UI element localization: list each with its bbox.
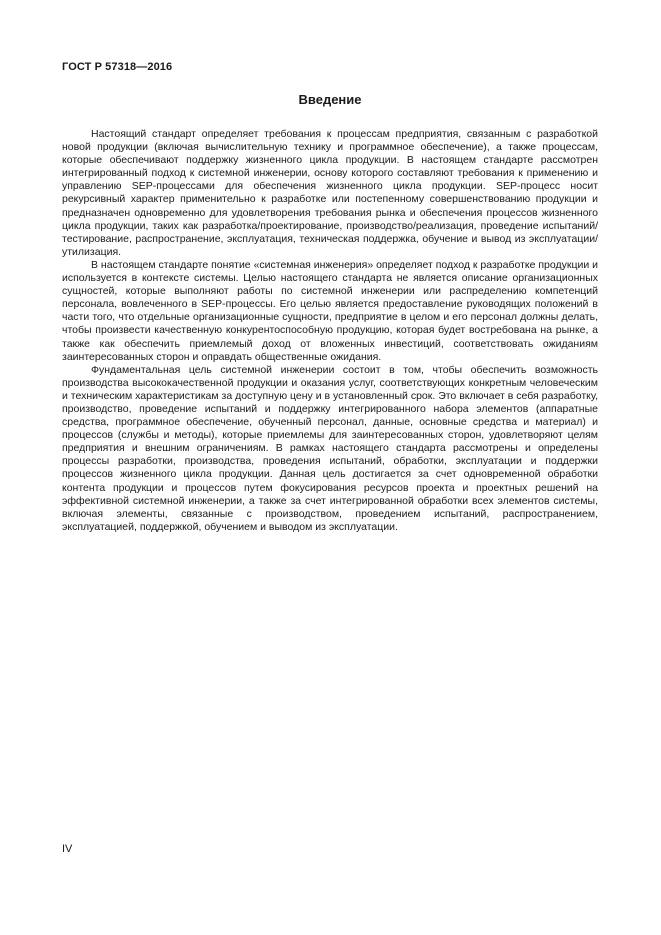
paragraph: Фундаментальная цель системной инженерии состоит в том, чтобы обеспечить возможность производства высококачественной продукции и оказания услуг, соответствующих конкретным человеческим и техническим характеристикам за доступную цену и в установленный срок. Это включает в себя разработку, производство, проведение испытаний и поддержку интегрированного набора элементов (аппаратные средства, программное обеспечение, обученный персонал, данные, основные средства и материал) и процессов (службы и методы), которые приемлемы для заинтересованных сторон, удовлетворяют целям предприятия и внешним ограничениям. В рамках настоящего стандарта рассмотрены и определены процессы разработки, производства, проведения испытаний, обработки, эксплуатации и поддержки процессов жизненного цикла продукции. Данная цель достигается за счет одновременной обработки контента продукции и процессов путем фокусирования ресурсов проекта и проектных решений на эффективной системной инженерии, а также за счет интегрированной обработки всех элементов системы, включая элементы, связанные с производством, проведением испытаний, распространением, эксплуатацией, поддержкой, обучением и выводом из эксплуатации. (62, 363, 598, 533)
document-code: ГОСТ Р 57318—2016 (62, 61, 173, 73)
page-number: IV (62, 843, 73, 855)
section-body (62, 128, 598, 534)
paragraph: Настоящий стандарт определяет требования к процессам предприятия, связанным с разработкой новой продукции (включая вычислительную технику и программное обеспечение), а также процессам, которые обеспечивают поддержку жизненного цикла продукции. В настоящем стандарте рассмотрен интегрированный подход к системной инженерии, основу которого составляют требования к применению и управлению SEP-процессами для обеспечения жизненного цикла продукции. SEP-процесс носит рекурсивный характер применительно к разработке или постепенному совершенствованию продукции и предназначен одновременно для удовлетворения требования рынка и обеспечения процессов жизненного цикла продукции, таких как разработка/проектирование, производство/реализация, проведение испытаний/тестирование, распространение, эксплуатация, техническая поддержка, обучение и вывод из эксплуатации/утилизация. (62, 128, 598, 258)
section-title: Введение (298, 92, 362, 107)
paragraph: В настоящем стандарте понятие «системная инженерия» определяет подход к разработке продукции и используется в контексте системы. Целью настоящего стандарта не является описание организационных сущностей, которые выполняют работы по системной инженерии или распределению компетенций персонала, вовлеченного в SEP-процессы. Его целью является предоставление руководящих положений в части того, что отдельные организационные сущности, предприятие в целом и его персонал должны делать, чтобы произвести качественную конкурентоспособную продукцию, которая будет востребована на рынке, а также как обеспечить приемлемый доход от вложенных инвестиций, соответствовать ожиданиям заинтересованных сторон и оправдать общественные ожидания. (62, 258, 598, 363)
